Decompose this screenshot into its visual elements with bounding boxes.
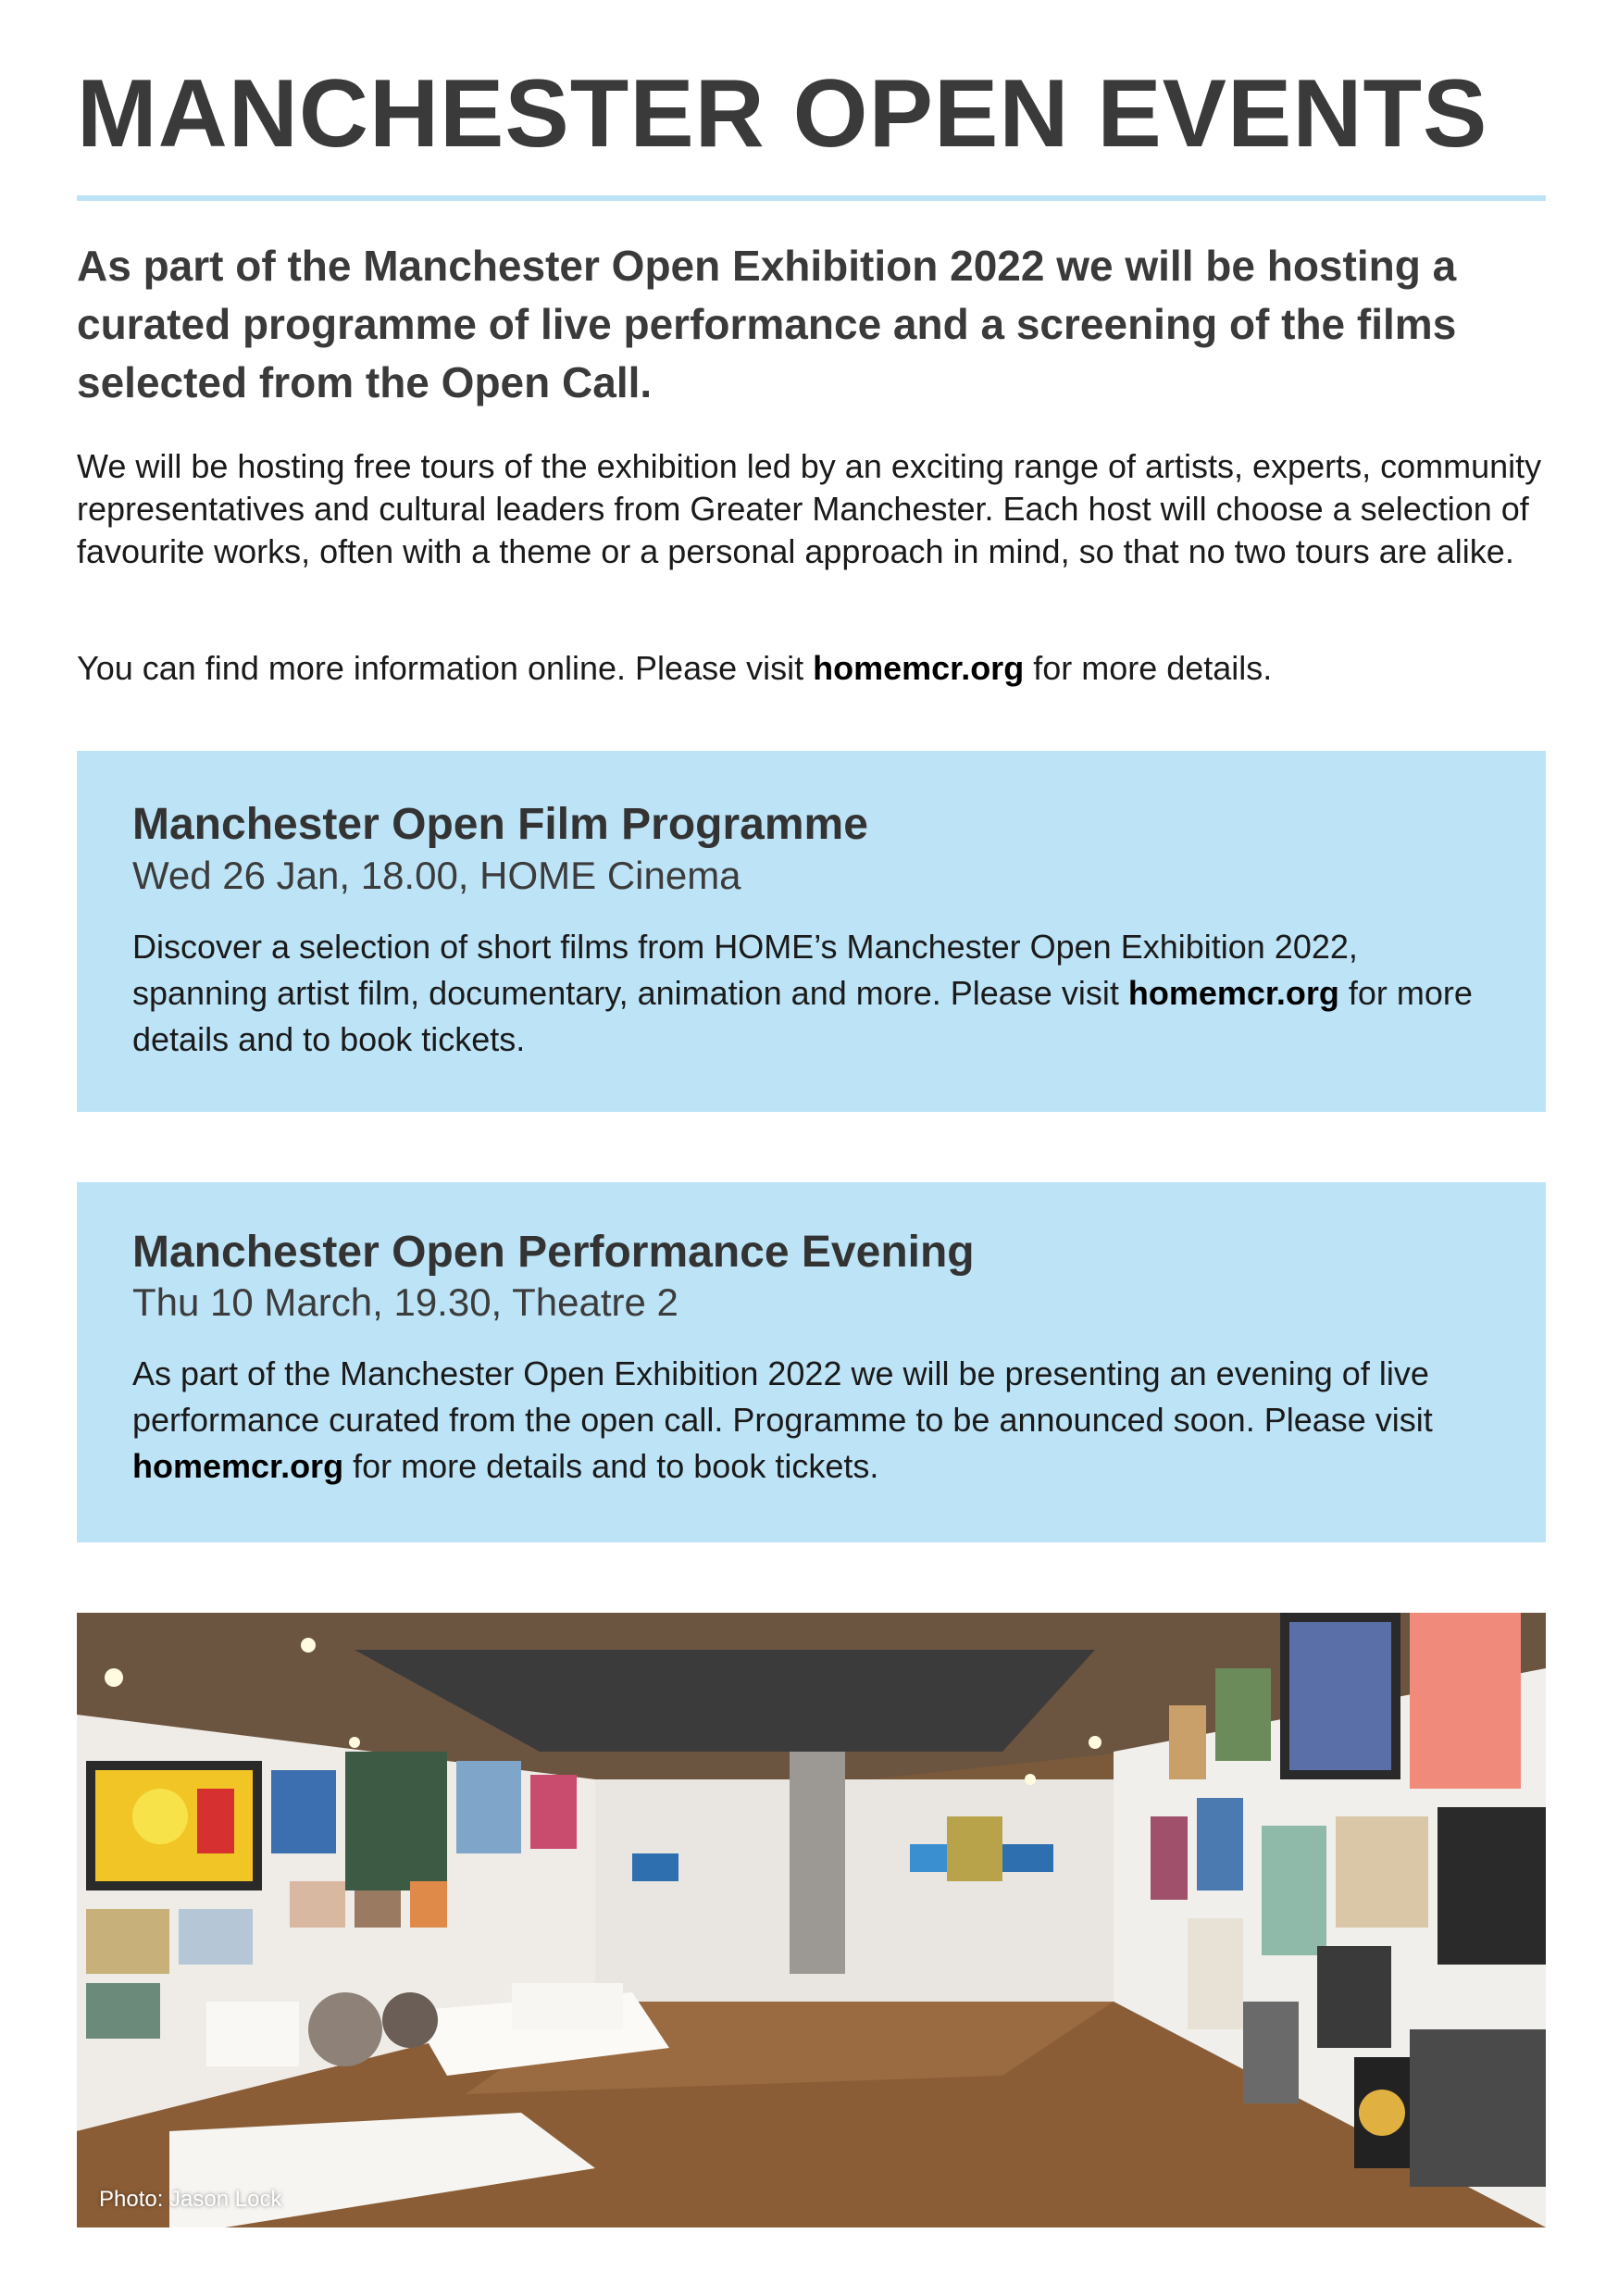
title-divider — [77, 195, 1546, 201]
event-datetime: Thu 10 March, 19.30, Theatre 2 — [132, 1280, 678, 1324]
info-paragraph — [77, 647, 1558, 690]
homemcr-link[interactable]: homemcr.org — [1127, 974, 1339, 1012]
page-title: MANCHESTER OPEN EVENTS — [77, 60, 1488, 168]
event-desc-text-end: for more details and to book tickets. — [132, 974, 1473, 1058]
event-desc-text: Discover a selection of short films from HOME’s Manchester Open Exhibition 2022, spanning artist film, documentary, animation and more. Please visit — [132, 928, 1358, 1012]
homemcr-link[interactable]: homemcr.org — [132, 1447, 344, 1485]
intro-paragraph: We will be hosting free tours of the exhibition led by an exciting range of artists, experts, community representatives and cultural leaders from Greater Manchester. Each host will choose a selection of favourite works, often with a theme or a personal approach in mind, so that no two tours are alike. — [77, 447, 1542, 570]
event-desc-text-end: for more details and to book tickets. — [343, 1447, 879, 1485]
event-card-performance — [77, 1182, 1546, 1542]
info-text-end: for more details. — [1024, 649, 1273, 687]
event-description — [132, 924, 1484, 1063]
intro-lead: As part of the Manchester Open Exhibition 2022 we will be hosting a curated programme of live performance and a screening of the films selected from the Open Call. — [77, 242, 1457, 406]
photo-credit: Photo: Jason Lock — [99, 2187, 282, 2212]
event-datetime: Wed 26 Jan, 18.00, HOME Cinema — [132, 854, 741, 897]
event-description — [132, 1351, 1484, 1490]
info-text: You can find more information online. Please visit — [77, 649, 814, 687]
gallery-photo — [77, 1613, 1546, 2227]
event-title: Manchester Open Performance Evening — [132, 1228, 975, 1277]
gallery-illustration — [77, 1613, 1546, 2227]
event-desc-text: As part of the Manchester Open Exhibition 2022 we will be presenting an evening of live performance curated from the open call. Programme to be announced soon. Please visit — [132, 1354, 1433, 1439]
event-card-film — [77, 751, 1546, 1112]
homemcr-link[interactable]: homemcr.org — [813, 649, 1025, 687]
event-title: Manchester Open Film Programme — [132, 800, 868, 849]
